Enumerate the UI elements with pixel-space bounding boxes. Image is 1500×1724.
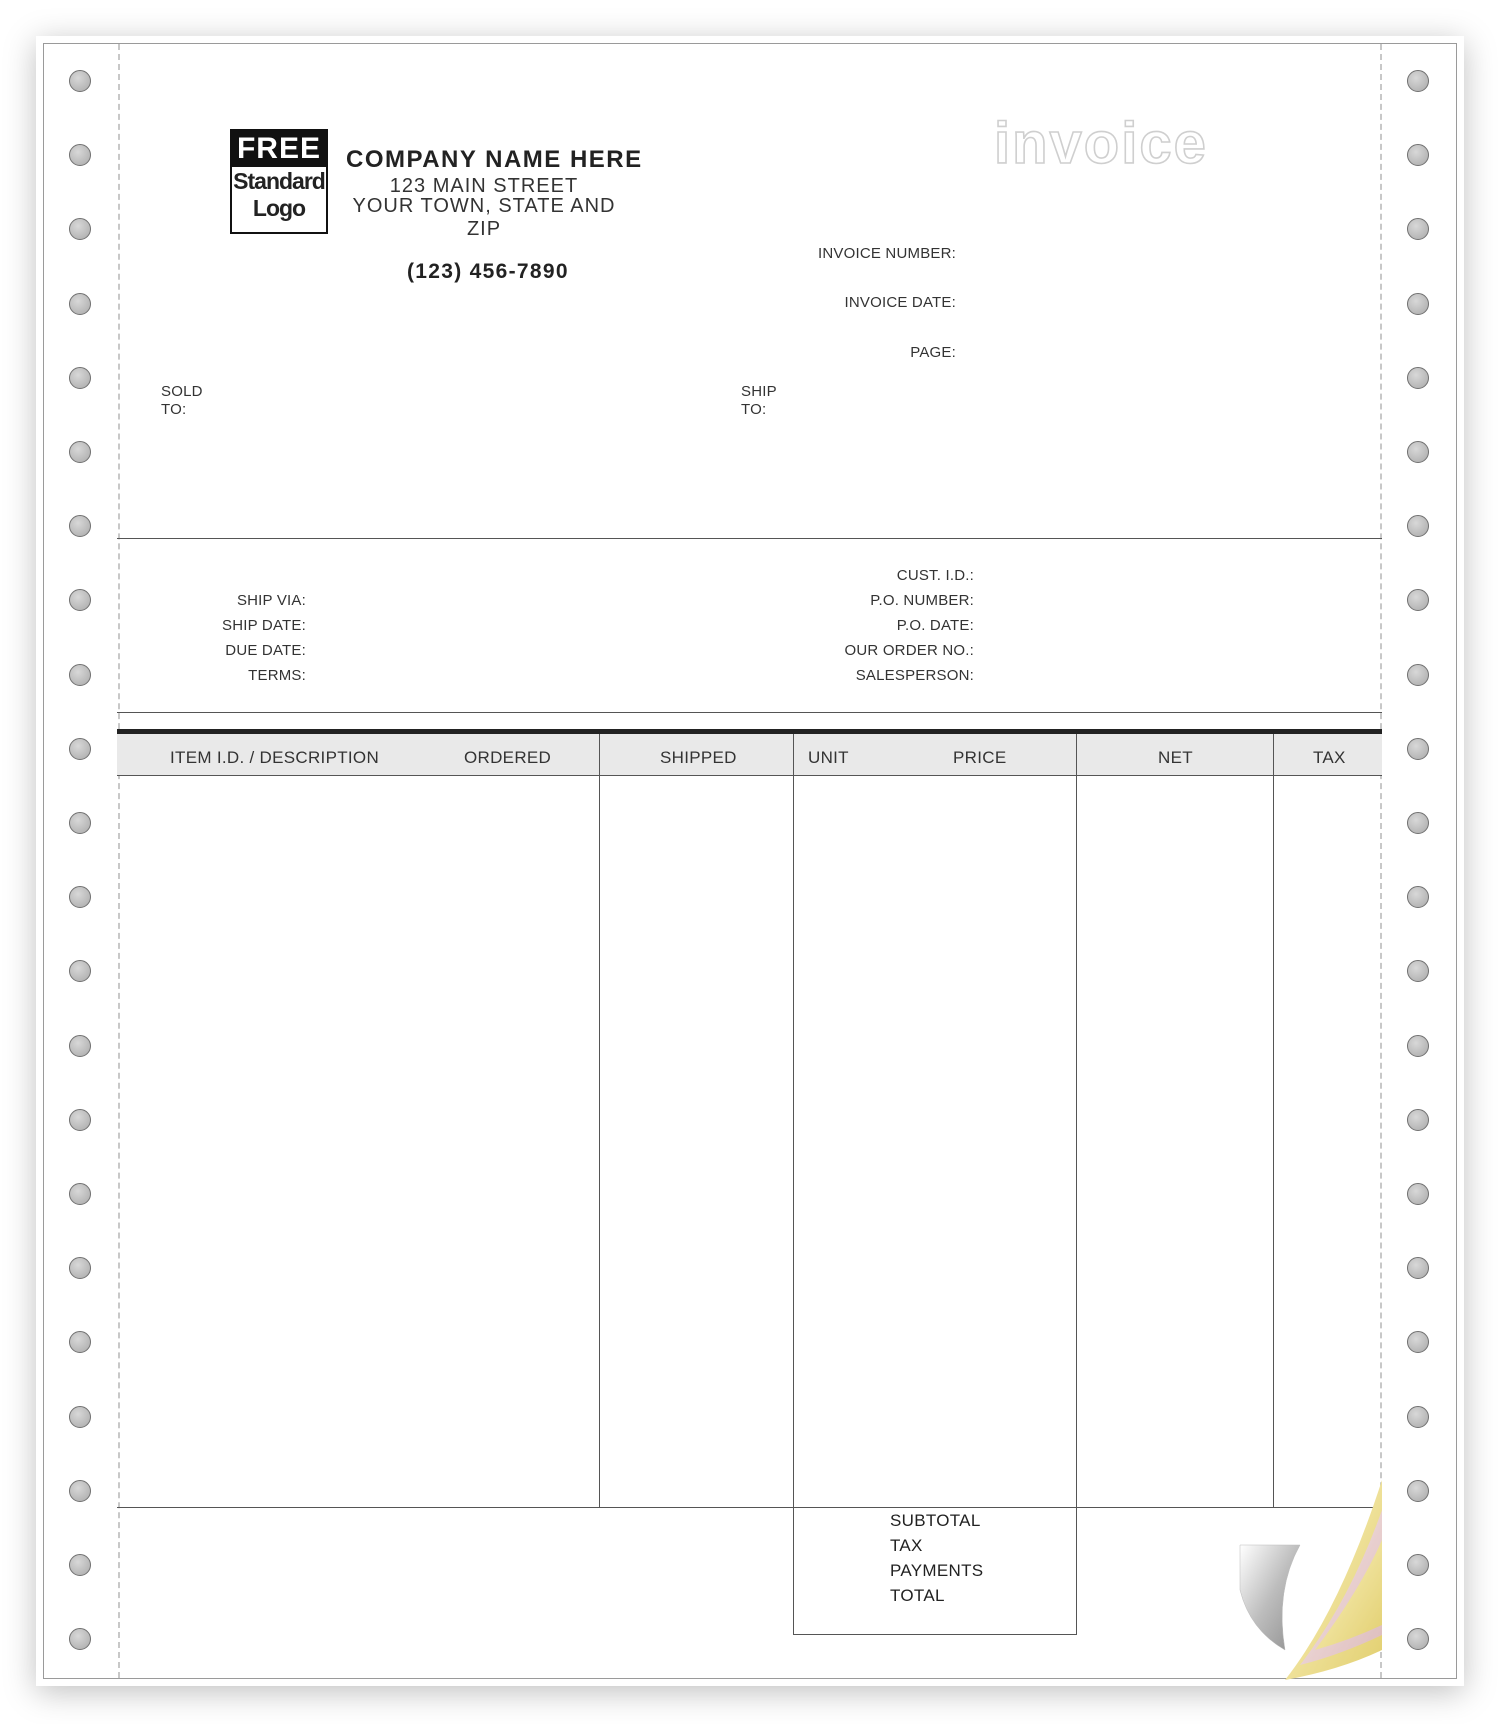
standard-logo xyxy=(230,129,328,234)
sold-to-label-line2: TO: xyxy=(161,401,187,418)
our-order-no-label: OUR ORDER NO.: xyxy=(844,642,974,659)
col-unit: UNIT xyxy=(808,748,849,767)
logo-logo-text: Logo xyxy=(252,195,306,221)
tractor-hole xyxy=(1407,441,1429,463)
company-phone: (123) 456-7890 xyxy=(407,260,569,283)
tractor-hole xyxy=(69,1406,91,1428)
tractor-hole xyxy=(69,1554,91,1576)
payments-label: PAYMENTS xyxy=(890,1561,984,1580)
company-street: 123 MAIN STREET xyxy=(389,175,579,197)
tractor-hole xyxy=(69,293,91,315)
tractor-hole xyxy=(69,218,91,240)
po-date-label: P.O. DATE: xyxy=(896,617,974,634)
tractor-hole xyxy=(69,1480,91,1502)
tractor-hole xyxy=(69,515,91,537)
col-tax: TAX xyxy=(1313,748,1346,767)
sold-to-label-line1: SOLD xyxy=(161,383,203,400)
tax-total-label: TAX xyxy=(890,1536,923,1555)
subtotal-label: SUBTOTAL xyxy=(890,1511,981,1530)
right-tractor-strip xyxy=(1380,44,1456,1678)
divider-shipped-unit xyxy=(793,734,794,1635)
tractor-hole xyxy=(1407,1257,1429,1279)
tractor-hole xyxy=(1407,1406,1429,1428)
tractor-hole xyxy=(1407,1480,1429,1502)
tractor-hole xyxy=(69,812,91,834)
tractor-hole xyxy=(1407,1331,1429,1353)
logo-free-text: FREE xyxy=(232,131,326,167)
tractor-hole xyxy=(1407,886,1429,908)
tractor-hole xyxy=(69,960,91,982)
col-shipped: SHIPPED xyxy=(660,748,737,767)
po-number-label: P.O. NUMBER: xyxy=(870,592,974,609)
tractor-hole xyxy=(69,1628,91,1650)
tractor-hole xyxy=(69,1331,91,1353)
terms-label: TERMS: xyxy=(248,667,306,684)
tractor-hole xyxy=(1407,589,1429,611)
invoice-watermark: invoice xyxy=(994,111,1208,176)
tractor-hole xyxy=(1407,1554,1429,1576)
tractor-hole xyxy=(1407,70,1429,92)
tractor-hole xyxy=(1407,960,1429,982)
ship-to-label-line2: TO: xyxy=(741,401,767,418)
tractor-hole xyxy=(1407,664,1429,686)
divider-price-net xyxy=(1076,734,1077,1635)
tractor-hole xyxy=(69,1035,91,1057)
total-label: TOTAL xyxy=(890,1586,945,1605)
tractor-hole xyxy=(1407,1628,1429,1650)
tractor-hole xyxy=(1407,144,1429,166)
tractor-hole xyxy=(69,144,91,166)
details-divider xyxy=(117,712,1382,713)
tractor-hole xyxy=(69,1257,91,1279)
company-city: YOUR TOWN, STATE AND ZIP xyxy=(352,195,616,240)
tractor-hole xyxy=(69,70,91,92)
tractor-hole xyxy=(69,1183,91,1205)
tractor-hole xyxy=(69,738,91,760)
col-net: NET xyxy=(1158,748,1193,767)
tractor-hole xyxy=(1407,1035,1429,1057)
page-label: PAGE: xyxy=(910,344,956,361)
tractor-hole xyxy=(1407,812,1429,834)
cust-id-label: CUST. I.D.: xyxy=(896,567,974,584)
tractor-hole xyxy=(69,886,91,908)
address-divider xyxy=(117,538,1382,539)
col-ordered: ORDERED xyxy=(464,748,552,767)
logo-standard-text: Standard xyxy=(233,168,325,194)
salesperson-label: SALESPERSON: xyxy=(855,667,974,684)
company-name: COMPANY NAME HERE xyxy=(346,146,643,173)
due-date-label: DUE DATE: xyxy=(225,642,306,659)
tractor-hole xyxy=(69,1109,91,1131)
ship-to-label-line1: SHIP xyxy=(741,383,777,400)
col-item-description: ITEM I.D. / DESCRIPTION xyxy=(170,748,380,767)
left-tractor-strip xyxy=(44,44,120,1678)
tractor-hole xyxy=(1407,1183,1429,1205)
ship-via-label: SHIP VIA: xyxy=(236,592,306,609)
tractor-hole xyxy=(69,367,91,389)
table-bottom-rule xyxy=(117,1507,1382,1508)
continuous-form-sheet xyxy=(43,43,1457,1679)
tractor-hole xyxy=(1407,1109,1429,1131)
divider-ordered-shipped xyxy=(599,734,600,1507)
tractor-hole xyxy=(1407,515,1429,537)
tractor-hole xyxy=(69,441,91,463)
invoice-date-label: INVOICE DATE: xyxy=(844,294,956,311)
ship-date-label: SHIP DATE: xyxy=(222,617,306,634)
tractor-hole xyxy=(69,589,91,611)
tractor-hole xyxy=(1407,738,1429,760)
tractor-hole xyxy=(69,664,91,686)
divider-net-tax xyxy=(1273,734,1274,1507)
invoice-number-label: INVOICE NUMBER: xyxy=(817,245,956,262)
col-price: PRICE xyxy=(953,748,1007,767)
totals-box-bottom xyxy=(793,1634,1077,1635)
tractor-hole xyxy=(1407,218,1429,240)
tractor-hole xyxy=(1407,367,1429,389)
tractor-hole xyxy=(1407,293,1429,315)
